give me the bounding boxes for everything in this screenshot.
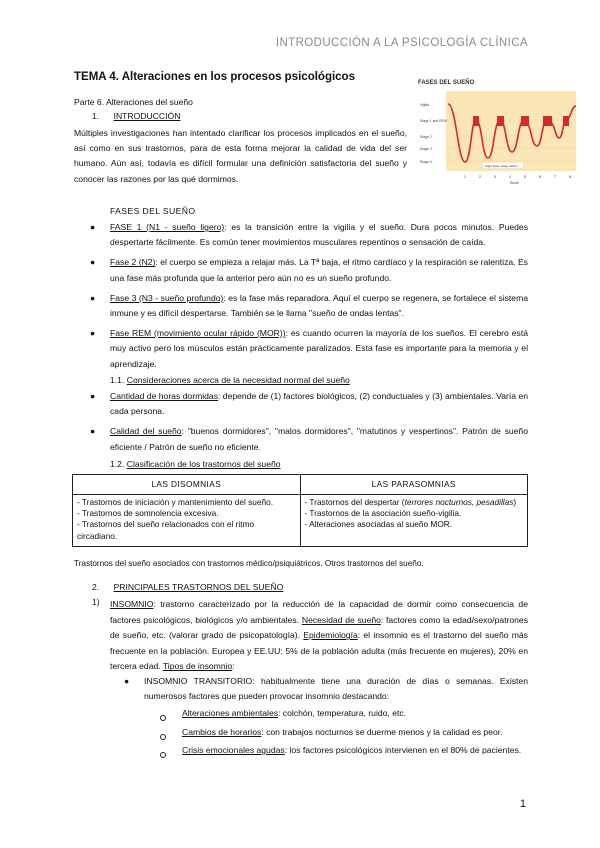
table-header: LAS PARASOMNIAS	[300, 475, 528, 495]
table-note: Trastornos del sueño asociados con trastornos médico/psiquiátricos. Otros trastornos del sueño.	[74, 559, 424, 568]
sleep-stages-figure	[418, 80, 586, 188]
section-title: PRINCIPALES TRASTORNOS DEL SUEÑO	[113, 582, 284, 592]
necesidad-list	[90, 389, 528, 460]
item-text: INSOMNIO TRANSITORIO: habitualmente tiene una duración de días o semanas. Existen numerosos factores que pueden provocar insomnio destacando:	[144, 676, 528, 702]
list-item: ● INSOMNIO TRANSITORIO: habitualmente tiene una duración de días o semanas. Existen numerosos factores que pueden provocar insomnio destacando:	[124, 676, 528, 702]
section-1-heading	[92, 109, 180, 124]
hour-tick: 7	[554, 175, 556, 179]
stage-label: Stage 3	[420, 147, 432, 151]
list-item	[150, 743, 528, 758]
section-1-2-heading	[110, 457, 281, 472]
term: Necesidad de sueño	[301, 614, 381, 625]
section-title: Consideraciones acerca de la necesidad normal del sueño	[126, 375, 350, 385]
stage-label: Stage 4	[420, 160, 432, 164]
section-1-1-heading	[110, 373, 350, 388]
section-number: 1.2.	[110, 459, 125, 469]
table-line: - Trastornos de iniciación y mantenimiento del sueño.	[77, 497, 274, 507]
stage-label: Stage 2	[420, 135, 432, 139]
list-item	[150, 706, 528, 721]
section-number: 2.	[92, 582, 100, 592]
item-text: : depende de (1) factores biológicos, (2) conductuales y (3) ambientales. Varía en cada persona.	[110, 391, 528, 417]
classification-table	[72, 474, 528, 547]
term: INSOMNIO	[110, 599, 154, 609]
item-label: Fase REM (movimiento ocular rápido (MOR))	[110, 328, 286, 339]
intro-paragraph: Múltiples investigaciones han intentado clarificar los procesos implicados en el sueño, así como en sus trastornos, para de esta forma mejorar la calidad de vida del ser humano. Aún así, todavía es difícil formular una definición satisfactoria del sueño y conocer las razones por las qué dormimos.	[74, 128, 407, 184]
item-number: 1)	[92, 597, 100, 607]
hour-tick: 4	[509, 175, 511, 179]
table-header: LAS DISOMNIAS	[73, 475, 301, 495]
item-label: FASE 1 (N1 - sueño ligero)	[110, 222, 225, 232]
stage-label: Vigilia	[420, 103, 429, 107]
document-title: TEMA 4. Alteraciones en los procesos psicológicos	[74, 71, 355, 83]
x-axis-label: Hours	[510, 181, 519, 185]
table-line: - Alteraciones asociadas al sueño MOR.	[304, 519, 453, 530]
table-italic: terrores nocturnos, pesadillas	[404, 497, 514, 507]
paragraph-text: : factores como la edad/sexo/patrones de sueño, etc. (valorar grado de psicopatología).	[110, 614, 529, 641]
legend-text: Night sleep stage pattern	[485, 164, 519, 168]
list-item: ● FASE 1 (N1 - sueño ligero): es la transición entre la vigilia y el sueño. Dura pocos minutos. Puedes despertarte fácilmente. Es común tener movimientos musculares repentinos o sensación de caída.	[90, 222, 528, 248]
item-label: Cambios de horarios	[182, 726, 262, 737]
list-item	[150, 725, 528, 740]
paragraph-text: :	[232, 661, 235, 672]
section-title: Clasificación de los trastornos del sueño	[126, 459, 281, 469]
section-number: 1.	[92, 111, 100, 121]
list-item: ● Fase REM (movimiento ocular rápido (MOR)): es cuando ocurren la mayoría de los sueños. El cerebro está muy activo pero los músculos están prácticamente paralizados. Esta fase es importante para la memoria y el aprendizaje.	[90, 328, 528, 369]
item-text: : el cuerpo se empieza a relajar más. La Tª baja, el ritmo cardíaco y la respiración se ralentiza. Es una fase más profunda que la anterior pero aún no es un sueño profundo.	[110, 257, 528, 283]
factores-list	[150, 706, 528, 762]
hour-tick: 6	[539, 175, 541, 179]
table-line	[305, 497, 524, 508]
hour-tick: 8	[569, 175, 571, 179]
fases-list	[90, 220, 528, 377]
table-text: - Trastornos del despertar (	[304, 497, 405, 507]
paragraph-text: : el insomnio es el trastorno del sueño más frecuente en la población. Europea y EE.UU: 5% de la población adulta (más frecuente en mujeres), 20% en tercera edad.	[110, 630, 528, 672]
item-text: : es la fase más reparadora. Aquí el cuerpo se regenera, se fortalece el sistema inmune y es difícil despertarse. También se le llama "sueño de ondas lentas".	[110, 292, 529, 319]
running-header: INTRODUCCIÓN A LA PSICOLOGÍA CLÍNICA	[275, 37, 528, 49]
parasomnias-cell	[300, 495, 528, 547]
table-line: - Trastornos del sueño relacionados con el ritmo circadiano.	[77, 519, 255, 541]
hour-tick: 1	[464, 175, 466, 179]
section-title: INTRODUCCIÓN	[113, 111, 181, 121]
list-item: ● Calidad del sueño: "buenos dormidores", "malos dormidores", "matutinos y vespertinos". Patrón de sueño eficiente / Patrón de sueño no eficiente.	[90, 426, 528, 452]
item-text: : los factores psicológicos intervienen en el 80% de pacientes.	[284, 745, 522, 755]
tipos-list	[124, 674, 528, 709]
item-label: Cantidad de horas dormidas	[110, 391, 218, 401]
term: Epidemiología	[303, 630, 358, 641]
chart-background	[446, 91, 576, 171]
hour-tick: 3	[494, 175, 496, 179]
item-label: Fase 2 (N2)	[110, 257, 156, 268]
item-text: : con trabajos nocturnos se duerme menos y la calidad es peor.	[261, 726, 503, 737]
item-text: : es la transición entre la vigilia y el sueño. Dura pocos minutos. Puedes despertarte fácilmente. Es común tener movimientos musculares repentinos o sensación de caída.	[110, 222, 528, 248]
table-text: )	[513, 497, 517, 507]
item-label: Calidad del sueño	[110, 426, 182, 437]
item-text: : "buenos dormidores", "malos dormidores", "matutinos y vespertinos". Patrón de sueño eficiente / Patrón de sueño no eficiente.	[110, 426, 528, 452]
section-2-heading	[92, 580, 283, 595]
item-label: Alteraciones ambientales	[182, 708, 279, 718]
stage-label: Stage 1 and REM	[420, 119, 447, 123]
list-item: ● Fase 2 (N2): el cuerpo se empieza a relajar más. La Tª baja, el ritmo cardíaco y la respiración se ralentiza. Es una fase más profunda que la anterior pero aún no es un sueño profundo.	[90, 257, 528, 283]
term: Tipos de insomnio	[162, 661, 233, 672]
hour-tick: 5	[524, 175, 526, 179]
hypnogram-chart	[418, 86, 586, 186]
fases-heading: FASES DEL SUEÑO	[110, 206, 196, 216]
page-number: 1	[519, 798, 526, 810]
part-heading: Parte 6. Alteraciones del sueño	[74, 97, 193, 107]
hour-tick: 2	[479, 175, 481, 179]
item-label: Fase 3 (N3 - sueño profundo)	[110, 292, 224, 303]
disomnias-cell	[73, 495, 301, 547]
item-label: Crisis emocionales agudas	[182, 745, 285, 755]
insomnio-paragraph	[110, 597, 528, 675]
table-line: - Trastornos de la asociación sueño-vigilia.	[304, 508, 462, 519]
paragraph-text: : trastorno caracterizado por la reducción de la capacidad de dormir como consecuencia de factores psicológicos, biológicos y/o ambientales.	[110, 599, 528, 625]
table-line: - Trastornos de somnolencia excesiva.	[77, 508, 219, 519]
list-item: ● Fase 3 (N3 - sueño profundo): es la fase más reparadora. Aquí el cuerpo se regenera, se fortalece el sistema inmune y es difícil despertarse. También se le llama "sueño de ondas lentas".	[90, 292, 529, 319]
list-item: ● Cantidad de horas dormidas: depende de (1) factores biológicos, (2) conductuales y (3) ambientales. Varía en cada persona.	[90, 391, 528, 417]
figure-title: FASES DEL SUEÑO	[418, 80, 475, 86]
item-text: : es cuando ocurren la mayoría de los sueños. El cerebro está muy activo pero los músculos están prácticamente paralizados. Esta fase es importante para la memoria y el aprendizaje.	[110, 328, 528, 369]
item-text: : colchón, temperatura, ruido, etc.	[278, 708, 407, 718]
section-number: 1.1.	[110, 375, 125, 385]
